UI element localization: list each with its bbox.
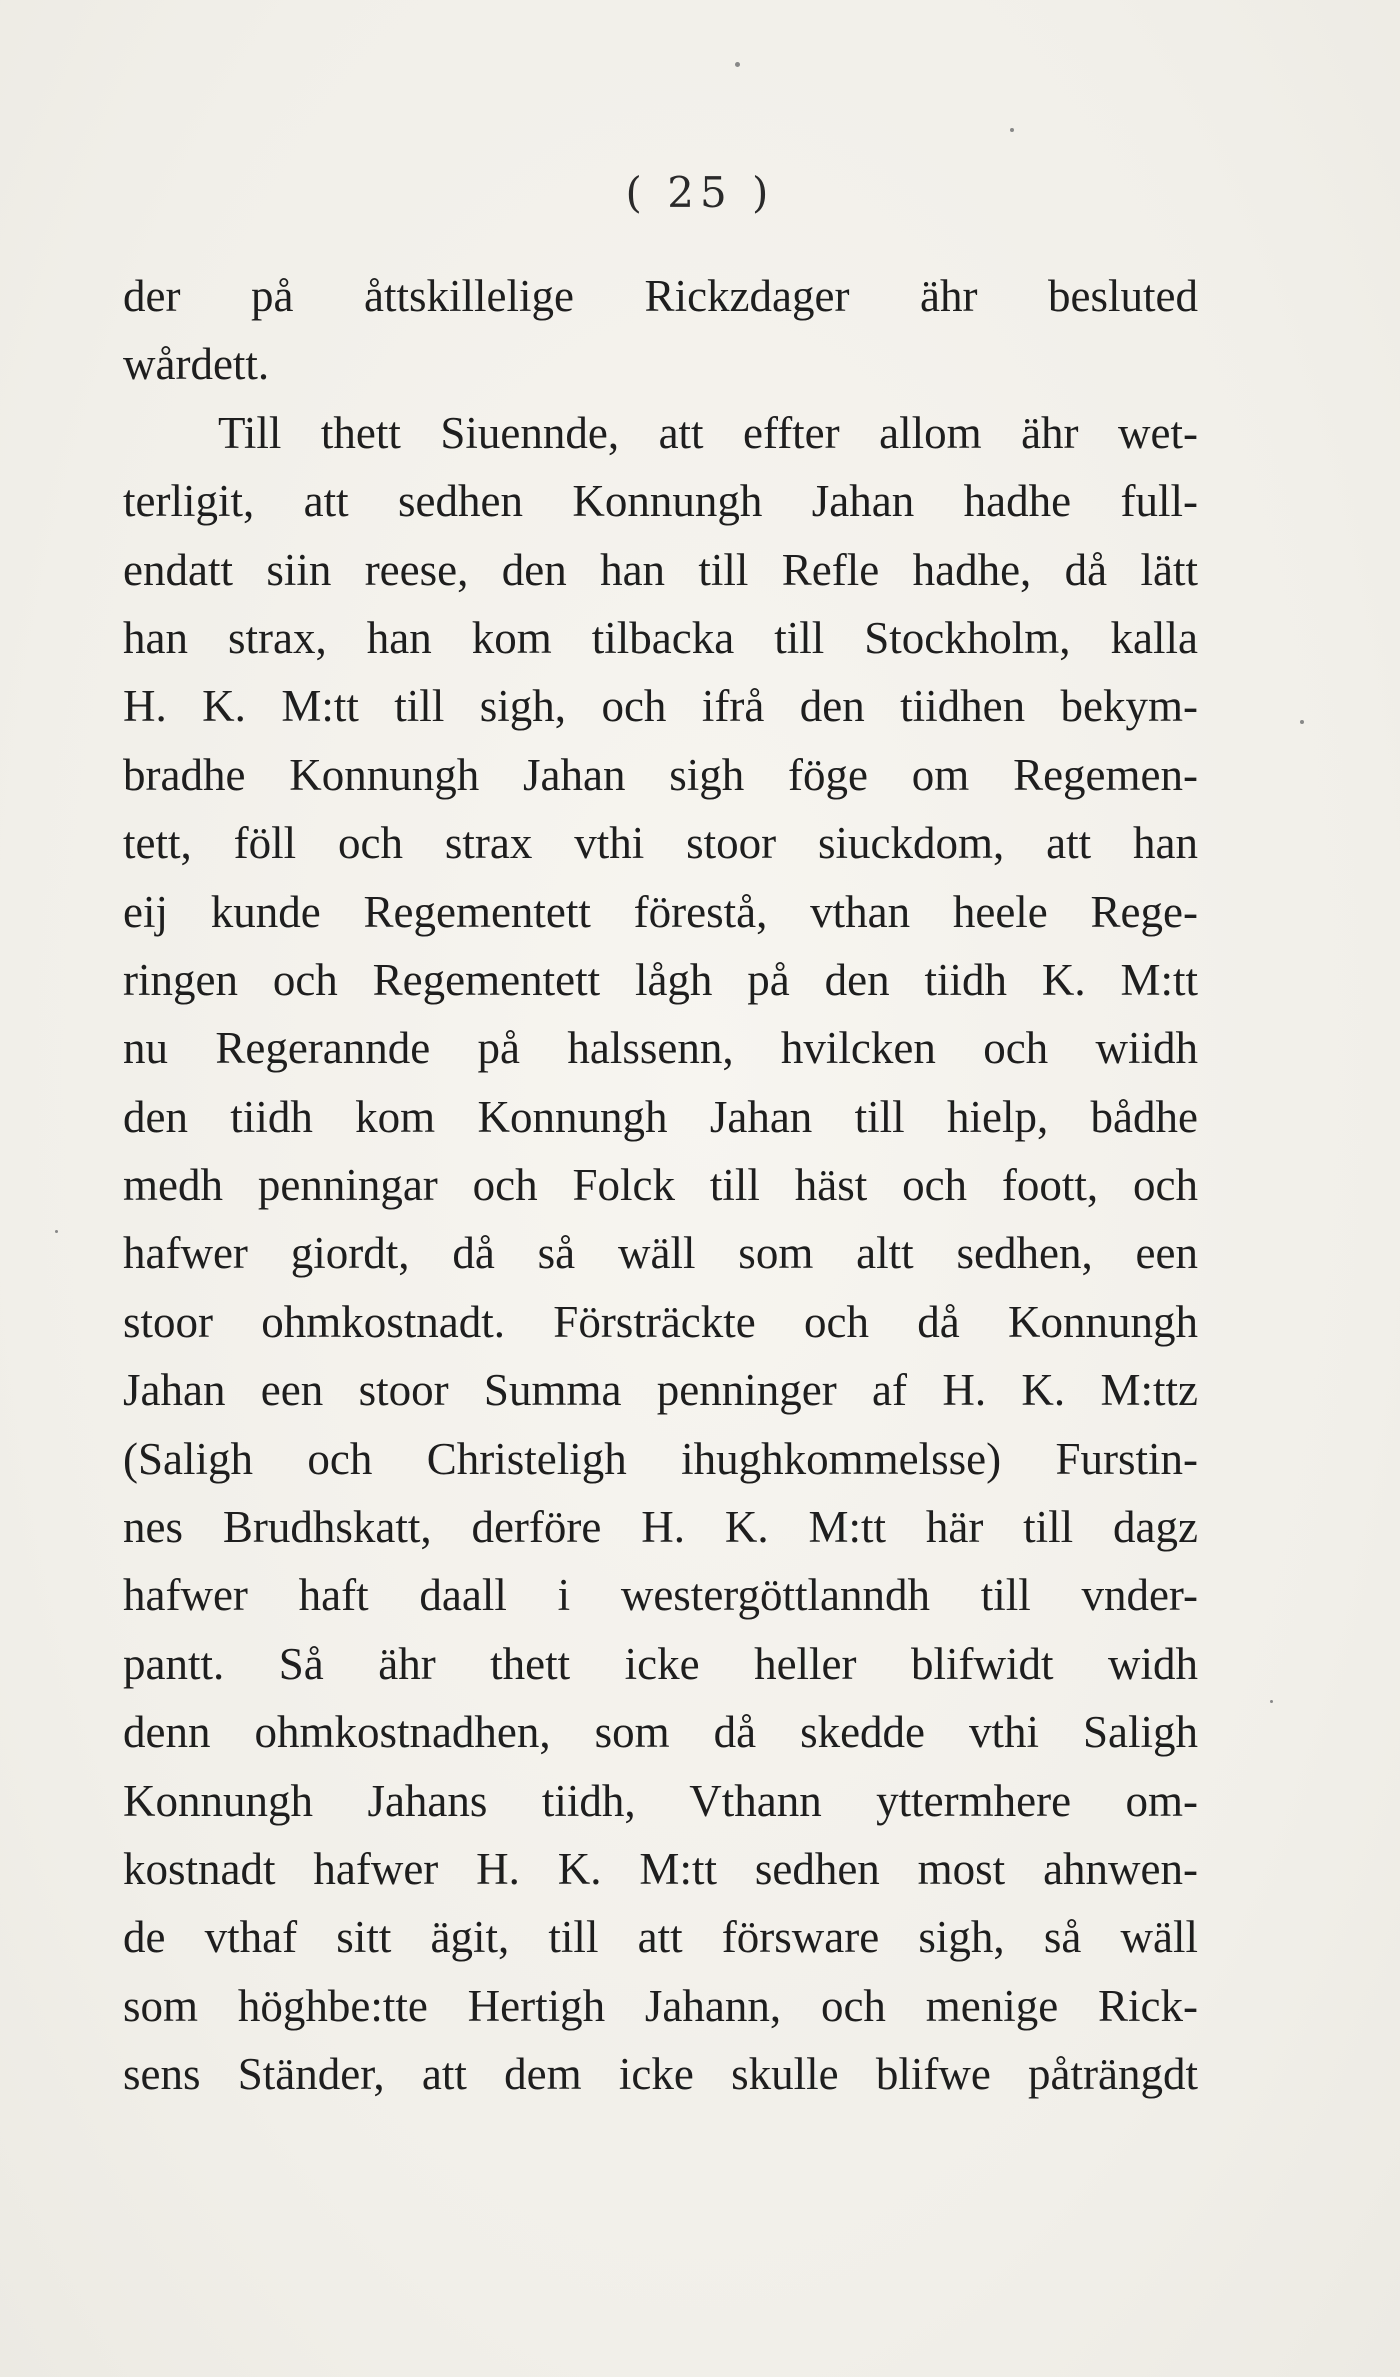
text-line: nu Regerannde på halssenn, hvilcken och wiidh — [123, 1023, 1198, 1074]
text-line: de vthaf sitt ägit, till att försware sigh, så wäll — [123, 1912, 1198, 1963]
text-line: kostnadt hafwer H. K. M:tt sedhen most ahnwen- — [123, 1843, 1198, 1894]
text-line: (Saligh och Christeligh ihughkommelsse) Furstin- — [123, 1433, 1198, 1484]
paper-speck — [55, 1230, 58, 1233]
text-line: han strax, han kom tilbacka till Stockholm, kalla — [123, 612, 1198, 663]
text-line: Till thett Siuennde, att effter allom ähr wet- — [218, 407, 1198, 458]
text-line: hafwer giordt, då så wäll som altt sedhen, een — [123, 1228, 1198, 1279]
text-line: Jahan een stoor Summa penninger af H. K. M:ttz — [123, 1365, 1198, 1416]
text-line: Konnungh Jahans tiidh, Vthann yttermhere om- — [123, 1775, 1198, 1826]
paper-speck — [735, 62, 740, 67]
text-line: hafwer haft daall i westergöttlanndh till vnder- — [123, 1570, 1198, 1621]
text-line: som höghbe:tte Hertigh Jahann, och menige Rick- — [123, 1980, 1198, 2031]
text-line: den tiidh kom Konnungh Jahan till hielp, bådhe — [123, 1091, 1198, 1142]
text-line: H. K. M:tt till sigh, och ifrå den tiidhen bekym- — [123, 681, 1198, 732]
text-line: wårdett. — [123, 339, 270, 390]
paper-speck — [1300, 720, 1304, 724]
paper-speck — [1270, 1700, 1273, 1703]
text-line: terligit, att sedhen Konnungh Jahan hadhe full- — [123, 476, 1198, 527]
text-line: sens Ständer, att dem icke skulle blifwe påträngdt — [123, 2049, 1198, 2100]
text-line: nes Brudhskatt, derföre H. K. M:tt här till dagz — [123, 1502, 1198, 1553]
page-number-header: ( 25 ) — [625, 168, 775, 217]
text-line: stoor ohmkostnadt. Försträckte och då Konnungh — [123, 1296, 1198, 1347]
text-line: pantt. Så ähr thett icke heller blifwidt widh — [123, 1638, 1198, 1689]
text-line: eij kunde Regementett förestå, vthan heele Rege- — [123, 886, 1198, 937]
text-line: der på åttskillelige Rickzdager ähr besluted — [123, 271, 1198, 321]
text-line: tett, föll och strax vthi stoor siuckdom, att han — [123, 818, 1198, 869]
text-line: medh penningar och Folck till häst och foott, och — [123, 1160, 1198, 1211]
paper-speck — [1010, 128, 1014, 132]
page-body — [123, 262, 1198, 2109]
text-line: ringen och Regementett lågh på den tiidh K. M:tt — [123, 954, 1198, 1005]
text-line: denn ohmkostnadhen, som då skedde vthi Saligh — [123, 1707, 1198, 1758]
text-line: endatt siin reese, den han till Refle hadhe, då lätt — [123, 544, 1198, 595]
text-line: bradhe Konnungh Jahan sigh föge om Regemen- — [123, 749, 1198, 800]
